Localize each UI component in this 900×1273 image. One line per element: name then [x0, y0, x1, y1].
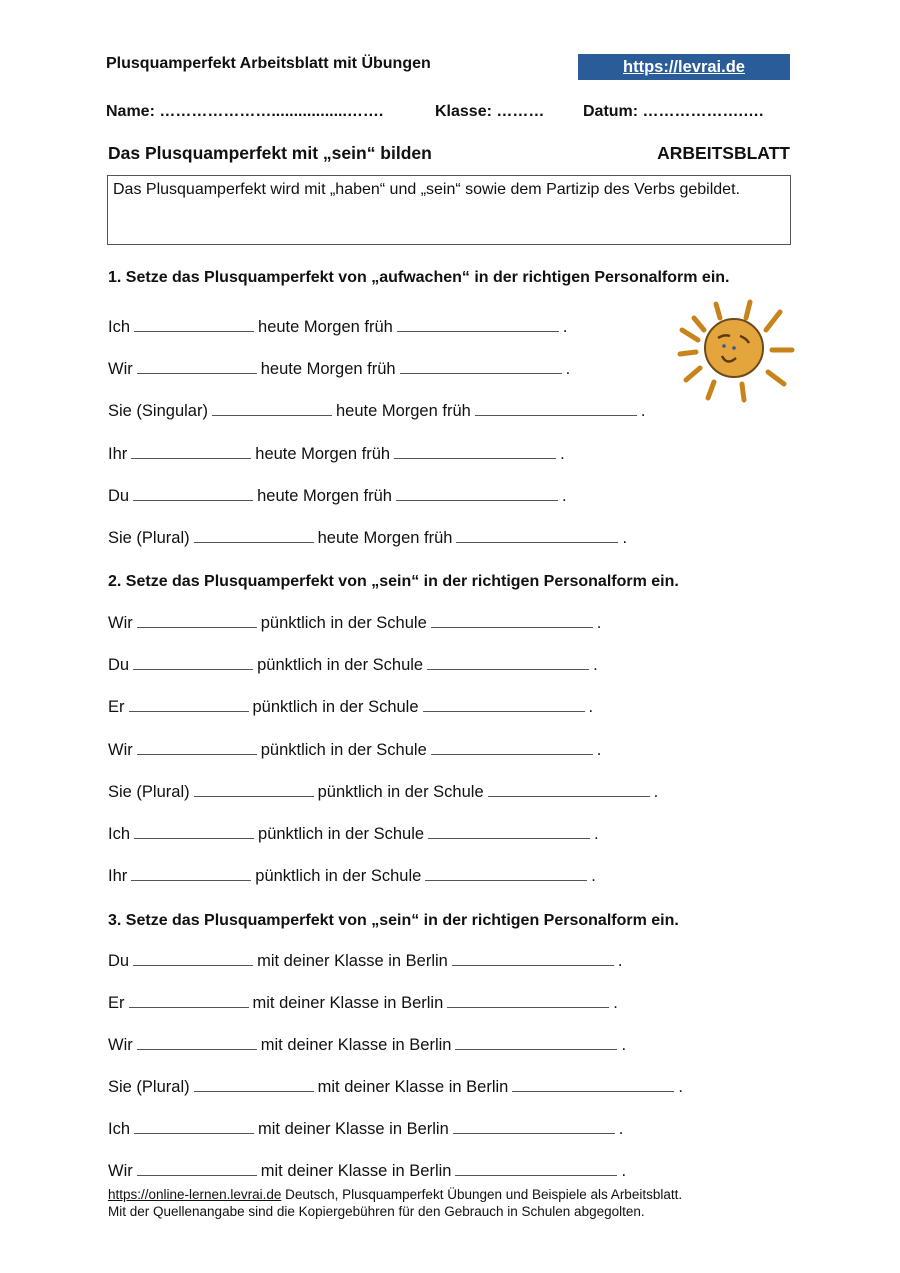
sentence-end: . — [622, 529, 628, 547]
exercise-row — [108, 614, 601, 633]
subject: Er — [108, 994, 125, 1012]
footer-link[interactable]: https://online-lernen.levrai.de — [108, 1187, 282, 1202]
verb-blank[interactable] — [131, 879, 251, 881]
exercise-row — [108, 318, 567, 337]
sentence-middle: heute Morgen früh — [258, 318, 393, 336]
sentence-middle: pünktlich in der Schule — [258, 825, 425, 843]
sentence-end: . — [613, 994, 618, 1012]
participle-blank[interactable] — [423, 710, 585, 712]
participle-blank[interactable] — [452, 964, 614, 966]
participle-blank[interactable] — [425, 879, 587, 881]
exercise-row — [108, 741, 601, 760]
exercise-row — [108, 783, 658, 802]
sentence-end: . — [561, 486, 567, 505]
sentence-middle: mit deiner Klasse in Berlin — [257, 952, 448, 970]
sentence-end: . — [621, 1036, 627, 1054]
verb-blank[interactable] — [194, 795, 314, 797]
sentence-end: . — [678, 1078, 683, 1096]
sentence-middle: pünktlich in der Schule — [260, 740, 427, 759]
subject: Wir — [108, 1036, 133, 1054]
verb-blank[interactable] — [137, 753, 257, 755]
exercise-title: 2. Setze das Plusquamperfekt von „sein“ in der richtigen Personalform ein. — [108, 573, 679, 590]
subject: Ihr — [108, 867, 128, 886]
verb-blank[interactable] — [137, 1048, 257, 1050]
sentence-middle: mit deiner Klasse in Berlin — [252, 994, 444, 1012]
verb-blank[interactable] — [133, 964, 253, 966]
subject: Wir — [108, 1162, 133, 1180]
participle-blank[interactable] — [488, 795, 650, 797]
subject: Sie (Plural) — [108, 782, 190, 801]
subject: Er — [108, 698, 125, 717]
sentence-end: . — [618, 1120, 624, 1138]
subject: Ihr — [108, 444, 128, 463]
intro-box: Das Plusquamperfekt wird mit „haben“ und „sein“ sowie dem Partizip des Verbs gebildet. — [107, 175, 791, 245]
sentence-end: . — [593, 656, 598, 675]
sentence-middle: pünktlich in der Schule — [252, 698, 419, 717]
subject: Ich — [108, 825, 131, 843]
sentence-end: . — [621, 1162, 627, 1180]
sentence-end: . — [588, 698, 594, 717]
exercise-row — [108, 698, 593, 717]
participle-blank[interactable] — [397, 330, 559, 332]
subject: Sie (Plural) — [108, 529, 190, 547]
sentence-end: . — [560, 444, 565, 463]
sentence-end: . — [565, 360, 571, 379]
verb-blank[interactable] — [137, 1174, 257, 1176]
verb-blank[interactable] — [194, 541, 314, 543]
sentence-middle: pünktlich in der Schule — [317, 782, 484, 801]
smiling-sun-icon — [672, 296, 800, 406]
exercise-row — [108, 867, 596, 886]
sentence-middle: pünktlich in der Schule — [260, 614, 427, 632]
sentence-end: . — [562, 318, 568, 336]
participle-blank[interactable] — [447, 1006, 609, 1008]
sentence-middle: heute Morgen früh — [335, 402, 471, 421]
footer-line1: Deutsch, Plusquamperfekt Übungen und Beispiele als Arbeitsblatt. — [281, 1187, 683, 1202]
verb-blank[interactable] — [129, 710, 249, 712]
exercise-row — [108, 1162, 626, 1181]
sentence-end: . — [594, 825, 599, 843]
verb-blank[interactable] — [133, 499, 253, 501]
verb-blank[interactable] — [212, 414, 332, 416]
sentence-middle: pünktlich in der Schule — [257, 656, 424, 675]
subject: Ich — [108, 318, 131, 336]
verb-blank[interactable] — [129, 1006, 249, 1008]
exercise-row — [108, 1120, 623, 1139]
section-title: Das Plusquamperfekt mit „sein“ bilden — [108, 143, 432, 163]
participle-blank[interactable] — [431, 753, 593, 755]
verb-blank[interactable] — [194, 1090, 314, 1092]
site-link[interactable]: https://levrai.de — [623, 57, 745, 76]
participle-blank[interactable] — [475, 414, 637, 416]
sentence-middle: pünktlich in der Schule — [255, 867, 422, 886]
exercise-row — [108, 825, 599, 844]
sentence-middle: mit deiner Klasse in Berlin — [260, 1036, 452, 1054]
participle-blank[interactable] — [396, 499, 558, 501]
participle-blank[interactable] — [455, 1174, 617, 1176]
sentence-middle: heute Morgen früh — [257, 486, 392, 505]
sentence-end: . — [653, 782, 659, 801]
participle-blank[interactable] — [400, 372, 562, 374]
subject: Sie (Plural) — [108, 1078, 190, 1096]
verb-blank[interactable] — [134, 330, 254, 332]
worksheet-label: ARBEITSBLATT — [657, 143, 790, 163]
sentence-end: . — [640, 402, 646, 421]
exercise-row — [108, 656, 598, 675]
subject: Ich — [108, 1120, 131, 1138]
participle-blank[interactable] — [394, 457, 556, 459]
subject: Wir — [108, 360, 133, 379]
sentence-end: . — [596, 614, 602, 632]
verb-blank[interactable] — [134, 1132, 254, 1134]
footer-line2: Mit der Quellenangabe sind die Kopiergebühren für den Gebrauch in Schulen abgegolten. — [108, 1204, 645, 1219]
sentence-middle: mit deiner Klasse in Berlin — [317, 1078, 509, 1096]
exercise-row — [108, 994, 618, 1013]
sentence-middle: heute Morgen früh — [260, 360, 396, 379]
exercise-row — [108, 445, 565, 464]
verb-blank[interactable] — [133, 668, 253, 670]
name-field[interactable]: Name: ………………….................……. — [106, 103, 384, 120]
subject: Wir — [108, 740, 133, 759]
exercise-title: 1. Setze das Plusquamperfekt von „aufwachen“ in der richtigen Personalform ein. — [108, 269, 730, 286]
datum-field[interactable]: Datum: ……………….…. — [583, 103, 764, 120]
exercise-row — [108, 1078, 683, 1097]
verb-blank[interactable] — [137, 626, 257, 628]
exercise-row — [108, 529, 627, 548]
participle-blank[interactable] — [427, 668, 589, 670]
participle-blank[interactable] — [453, 1132, 615, 1134]
footer — [108, 1186, 682, 1220]
exercise-row — [108, 952, 622, 971]
participle-blank[interactable] — [428, 837, 590, 839]
worksheet-title: Plusquamperfekt Arbeitsblatt mit Übungen — [106, 55, 431, 72]
participle-blank[interactable] — [456, 541, 618, 543]
sentence-end: . — [596, 740, 602, 759]
verb-blank[interactable] — [134, 837, 254, 839]
exercise-title: 3. Setze das Plusquamperfekt von „sein“ in der richtigen Personalform ein. — [108, 912, 679, 929]
site-banner — [578, 54, 790, 80]
participle-blank[interactable] — [431, 626, 593, 628]
subject: Wir — [108, 614, 133, 632]
subject: Sie (Singular) — [108, 402, 208, 421]
sentence-middle: mit deiner Klasse in Berlin — [260, 1162, 452, 1180]
exercise-row — [108, 1036, 626, 1055]
participle-blank[interactable] — [512, 1090, 674, 1092]
verb-blank[interactable] — [137, 372, 257, 374]
subject: Du — [108, 656, 130, 675]
participle-blank[interactable] — [455, 1048, 617, 1050]
sentence-middle: heute Morgen früh — [317, 529, 453, 547]
verb-blank[interactable] — [131, 457, 251, 459]
sentence-middle: heute Morgen früh — [255, 444, 391, 463]
exercise-row — [108, 402, 645, 421]
sentence-middle: mit deiner Klasse in Berlin — [258, 1120, 449, 1138]
exercise-row — [108, 487, 567, 506]
sentence-end: . — [617, 952, 623, 970]
subject: Du — [108, 486, 130, 505]
klasse-field[interactable]: Klasse: ……… — [435, 103, 545, 120]
sentence-end: . — [591, 867, 596, 886]
subject: Du — [108, 952, 130, 970]
exercise-row — [108, 360, 570, 379]
